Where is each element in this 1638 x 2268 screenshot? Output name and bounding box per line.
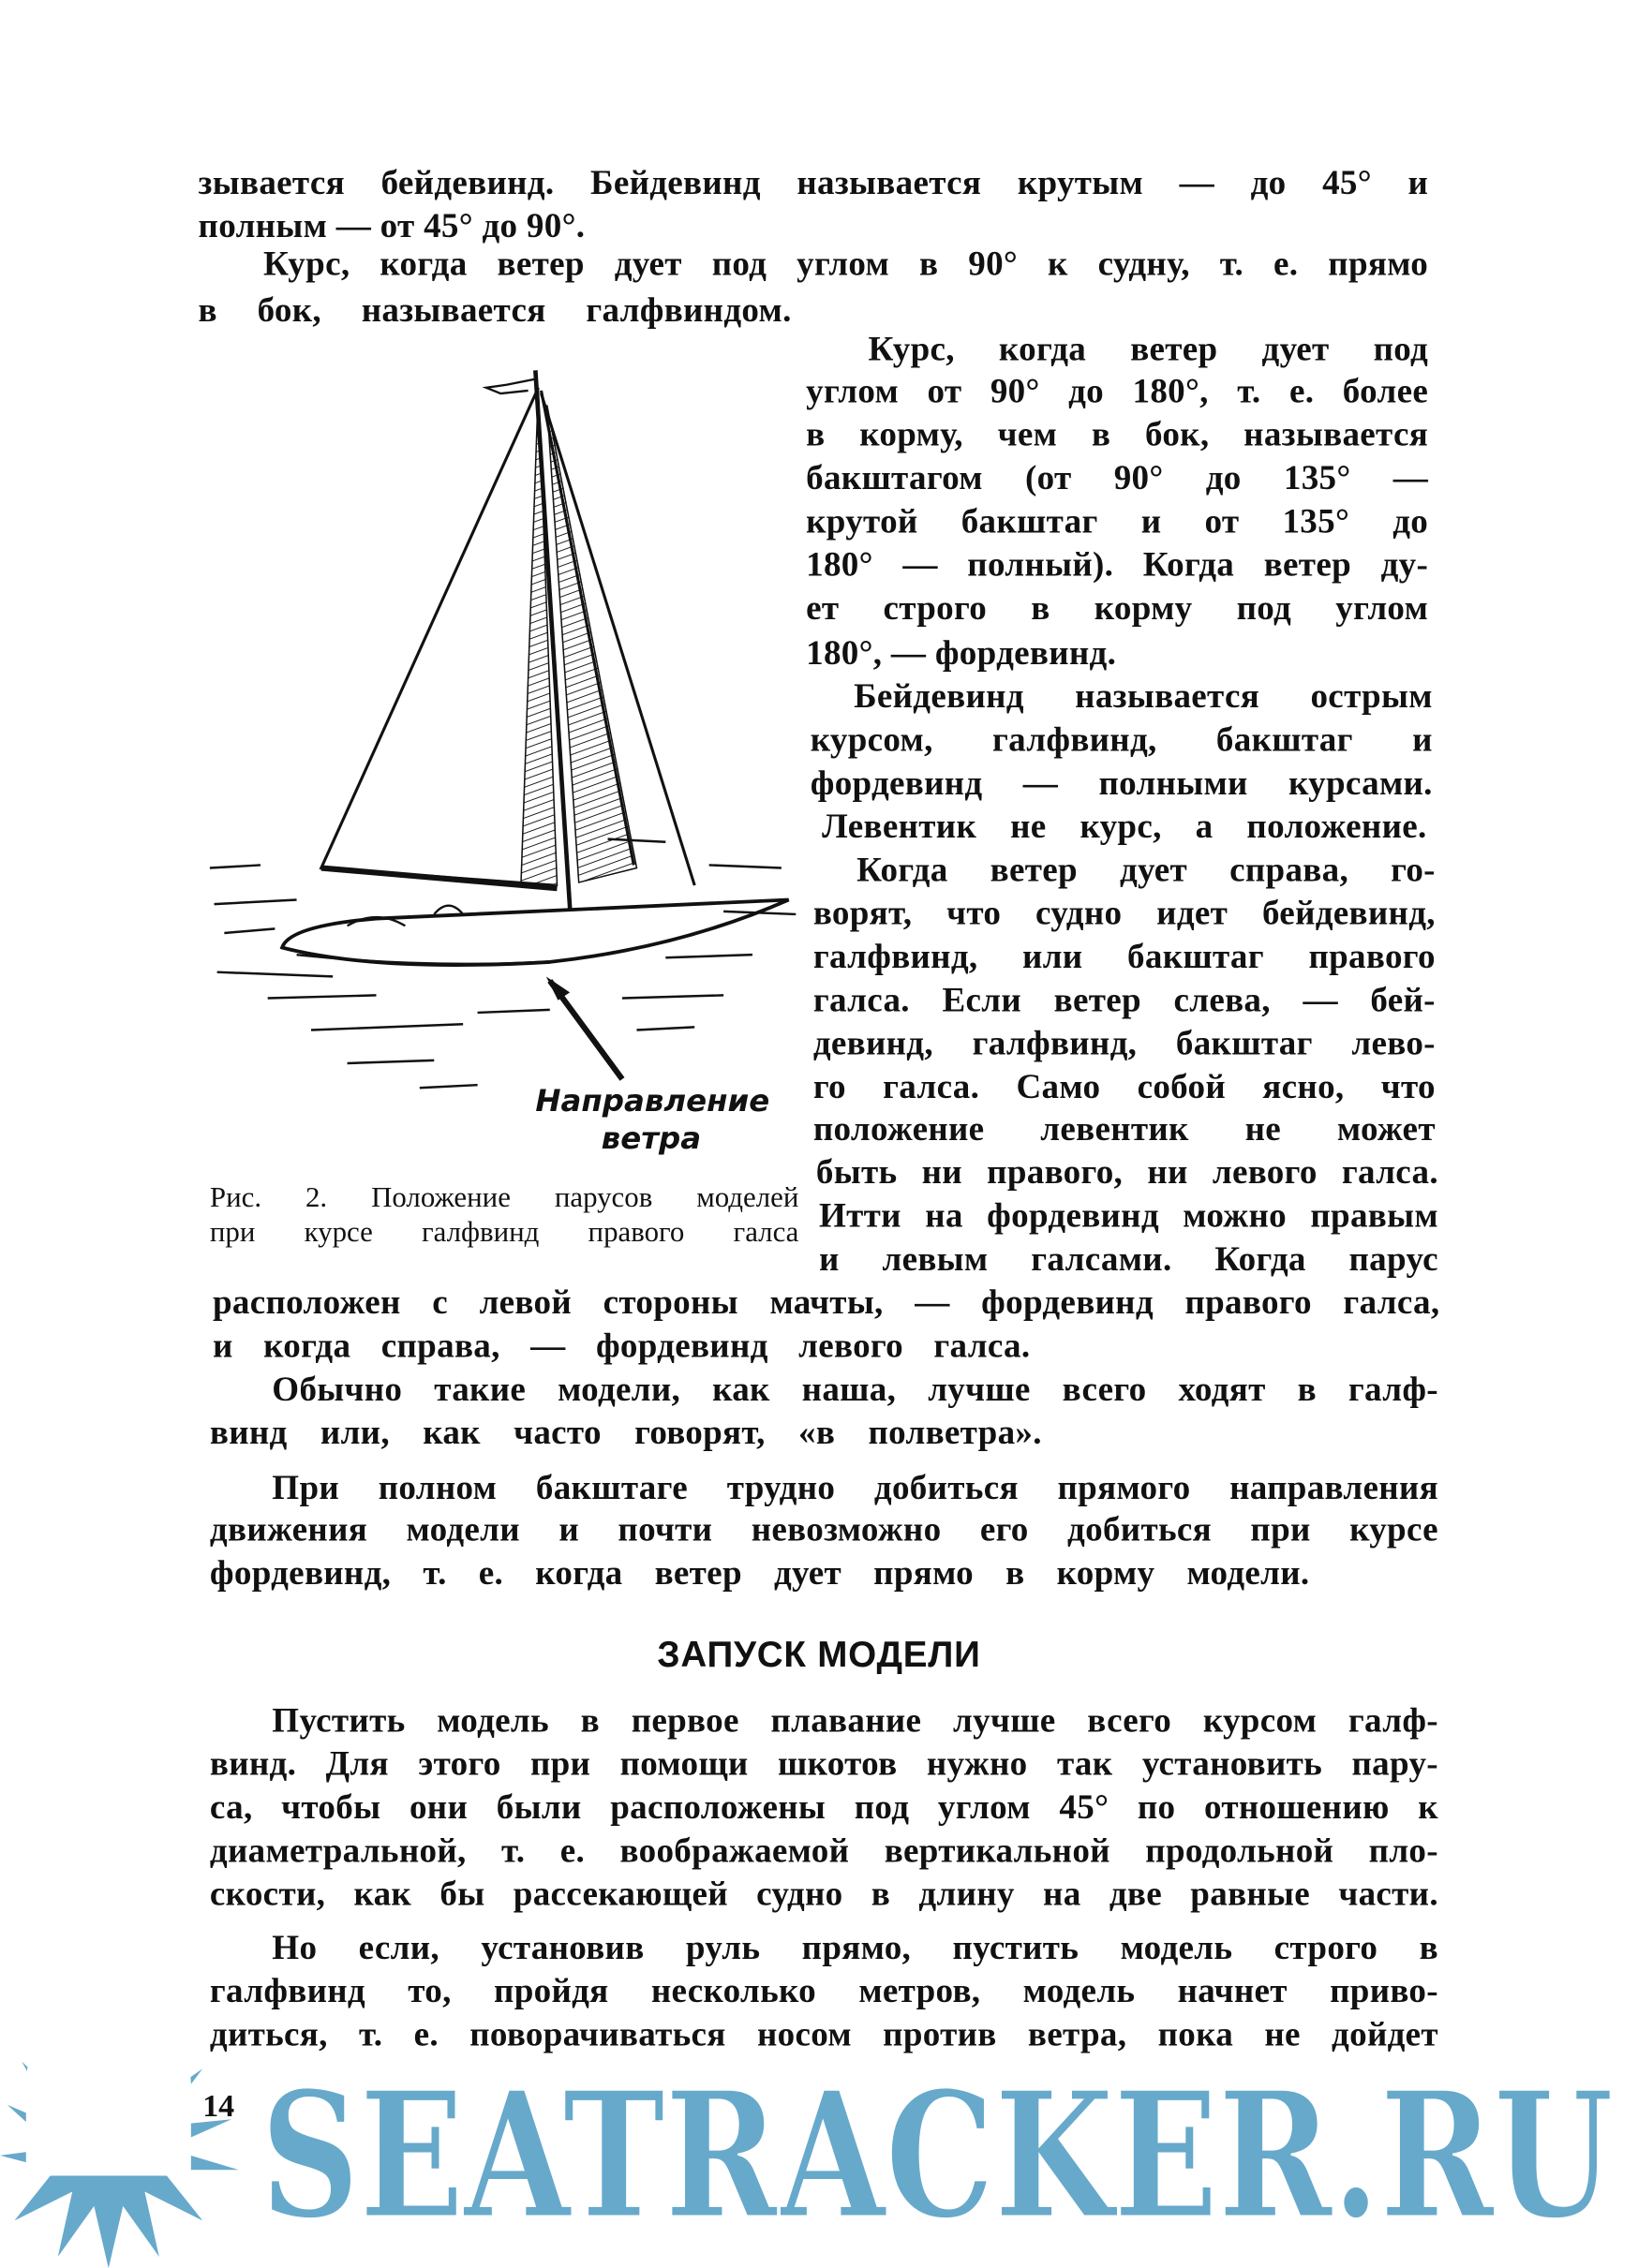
text-line: диаметральной, т. е. воображаемой вертикальной продольной пло-	[209, 1832, 1438, 1871]
text-line: зывается бейдевинд. Бейдевинд называется крутым — до 45° и	[198, 165, 1429, 203]
text-line: и когда справа, — фордевинд левого галса.	[212, 1327, 1031, 1366]
text-line: Обычно такие модели, как наша, лучше всего ходят в галф-	[272, 1371, 1438, 1410]
text-line: Но если, установив руль прямо, пустить модель строго в	[272, 1929, 1438, 1968]
text-line: в бок, называется галфвиндом.	[198, 291, 792, 331]
text-line: курсом, галфвинд, бакштаг и	[810, 721, 1433, 760]
text-line: винд. Для этого при помощи шкотов нужно так установить пару-	[209, 1745, 1438, 1784]
text-line: ет строго в корму под углом	[806, 590, 1429, 629]
text-line: галфвинд то, пройдя несколько метров, модель начнет приво-	[209, 1973, 1438, 2011]
text-line: 180° — полный). Когда ветер ду-	[806, 546, 1429, 585]
text-line: движения модели и почти невозможно его добиться при курсе	[209, 1511, 1438, 1549]
text-line: Левентик не курс, а положение.	[822, 808, 1427, 847]
text-line: Бейдевинд называется острым	[854, 678, 1433, 717]
page-number: 14	[202, 2087, 235, 2124]
text-line: ворят, что судно идет бейдевинд,	[812, 895, 1436, 934]
text-line: са, чтобы они были расположены под углом 45° по отношению к	[209, 1789, 1438, 1828]
text-line: винд или, как часто говорят, «в полветра».	[209, 1415, 1042, 1453]
text-line: Курс, когда ветер дует под	[868, 331, 1429, 369]
text-line: углом от 90° до 180°, т. е. более	[806, 373, 1429, 411]
text-line: крутой бакштаг и от 135° до	[806, 503, 1429, 541]
sailboat-illustration	[202, 354, 811, 1106]
text-line: в корму, чем в бок, называется	[806, 416, 1429, 454]
text-line: бакштагом (от 90° до 135° —	[806, 460, 1429, 498]
text-line: быть ни правого, ни левого галса.	[815, 1154, 1438, 1193]
figure-caption: при курсе галфвинд правого галса	[209, 1216, 799, 1249]
text-line: го галса. Само собой ясно, что	[812, 1069, 1436, 1107]
wind-label-line-2: ветра	[601, 1120, 702, 1156]
text-line: полным — от 45° до 90°.	[198, 208, 586, 246]
text-line: положение левентик не может	[812, 1110, 1436, 1149]
mainsail	[321, 388, 555, 885]
text-line: скости, как бы рассекающей судно в длину на две равные части.	[209, 1875, 1438, 1914]
seatracker-watermark	[0, 2025, 1638, 2268]
text-line: фордевинд — полными курсами.	[810, 764, 1433, 804]
text-line: фордевинд, т. е. когда ветер дует прямо в корму модели.	[209, 1555, 1310, 1594]
text-line: галса. Если ветер слева, — бей-	[812, 982, 1436, 1020]
wind-direction-label	[535, 1082, 770, 1157]
text-line: Итти на фордевинд можно правым	[819, 1197, 1438, 1236]
text-line: расположен с левой стороны мачты, — фордевинд правого галса,	[212, 1284, 1440, 1323]
text-line: галфвинд, или бакштаг правого	[812, 939, 1436, 977]
text-line: и левым галсами. Когда парус	[819, 1240, 1438, 1280]
pennant-icon	[486, 379, 536, 393]
text-line: Курс, когда ветер дует под углом в 90° к судну, т. е. прямо	[263, 245, 1429, 284]
text-line: диться, т. е. поворачиваться носом против ветра, пока не дойдет	[209, 2016, 1438, 2054]
watermark-text: SEATRACKER.RU	[260, 2053, 1614, 2258]
text-line: Пустить модель в первое плавание лучше всего курсом галф-	[272, 1702, 1438, 1741]
text-line: Когда ветер дует справа, го-	[856, 852, 1436, 890]
figure-caption: Рис. 2. Положение парусов моделей	[209, 1181, 799, 1214]
text-line: 180°, — фордевинд.	[806, 634, 1117, 674]
wind-label-line-1: Направление	[535, 1083, 770, 1119]
text-line: При полном бакштаге трудно добиться прямого направления	[272, 1469, 1438, 1508]
section-heading: ЗАПУСК МОДЕЛИ	[657, 1634, 981, 1676]
text-line: девинд, галфвинд, бакштаг лево-	[812, 1025, 1436, 1063]
sun-logo-icon	[0, 2025, 239, 2268]
